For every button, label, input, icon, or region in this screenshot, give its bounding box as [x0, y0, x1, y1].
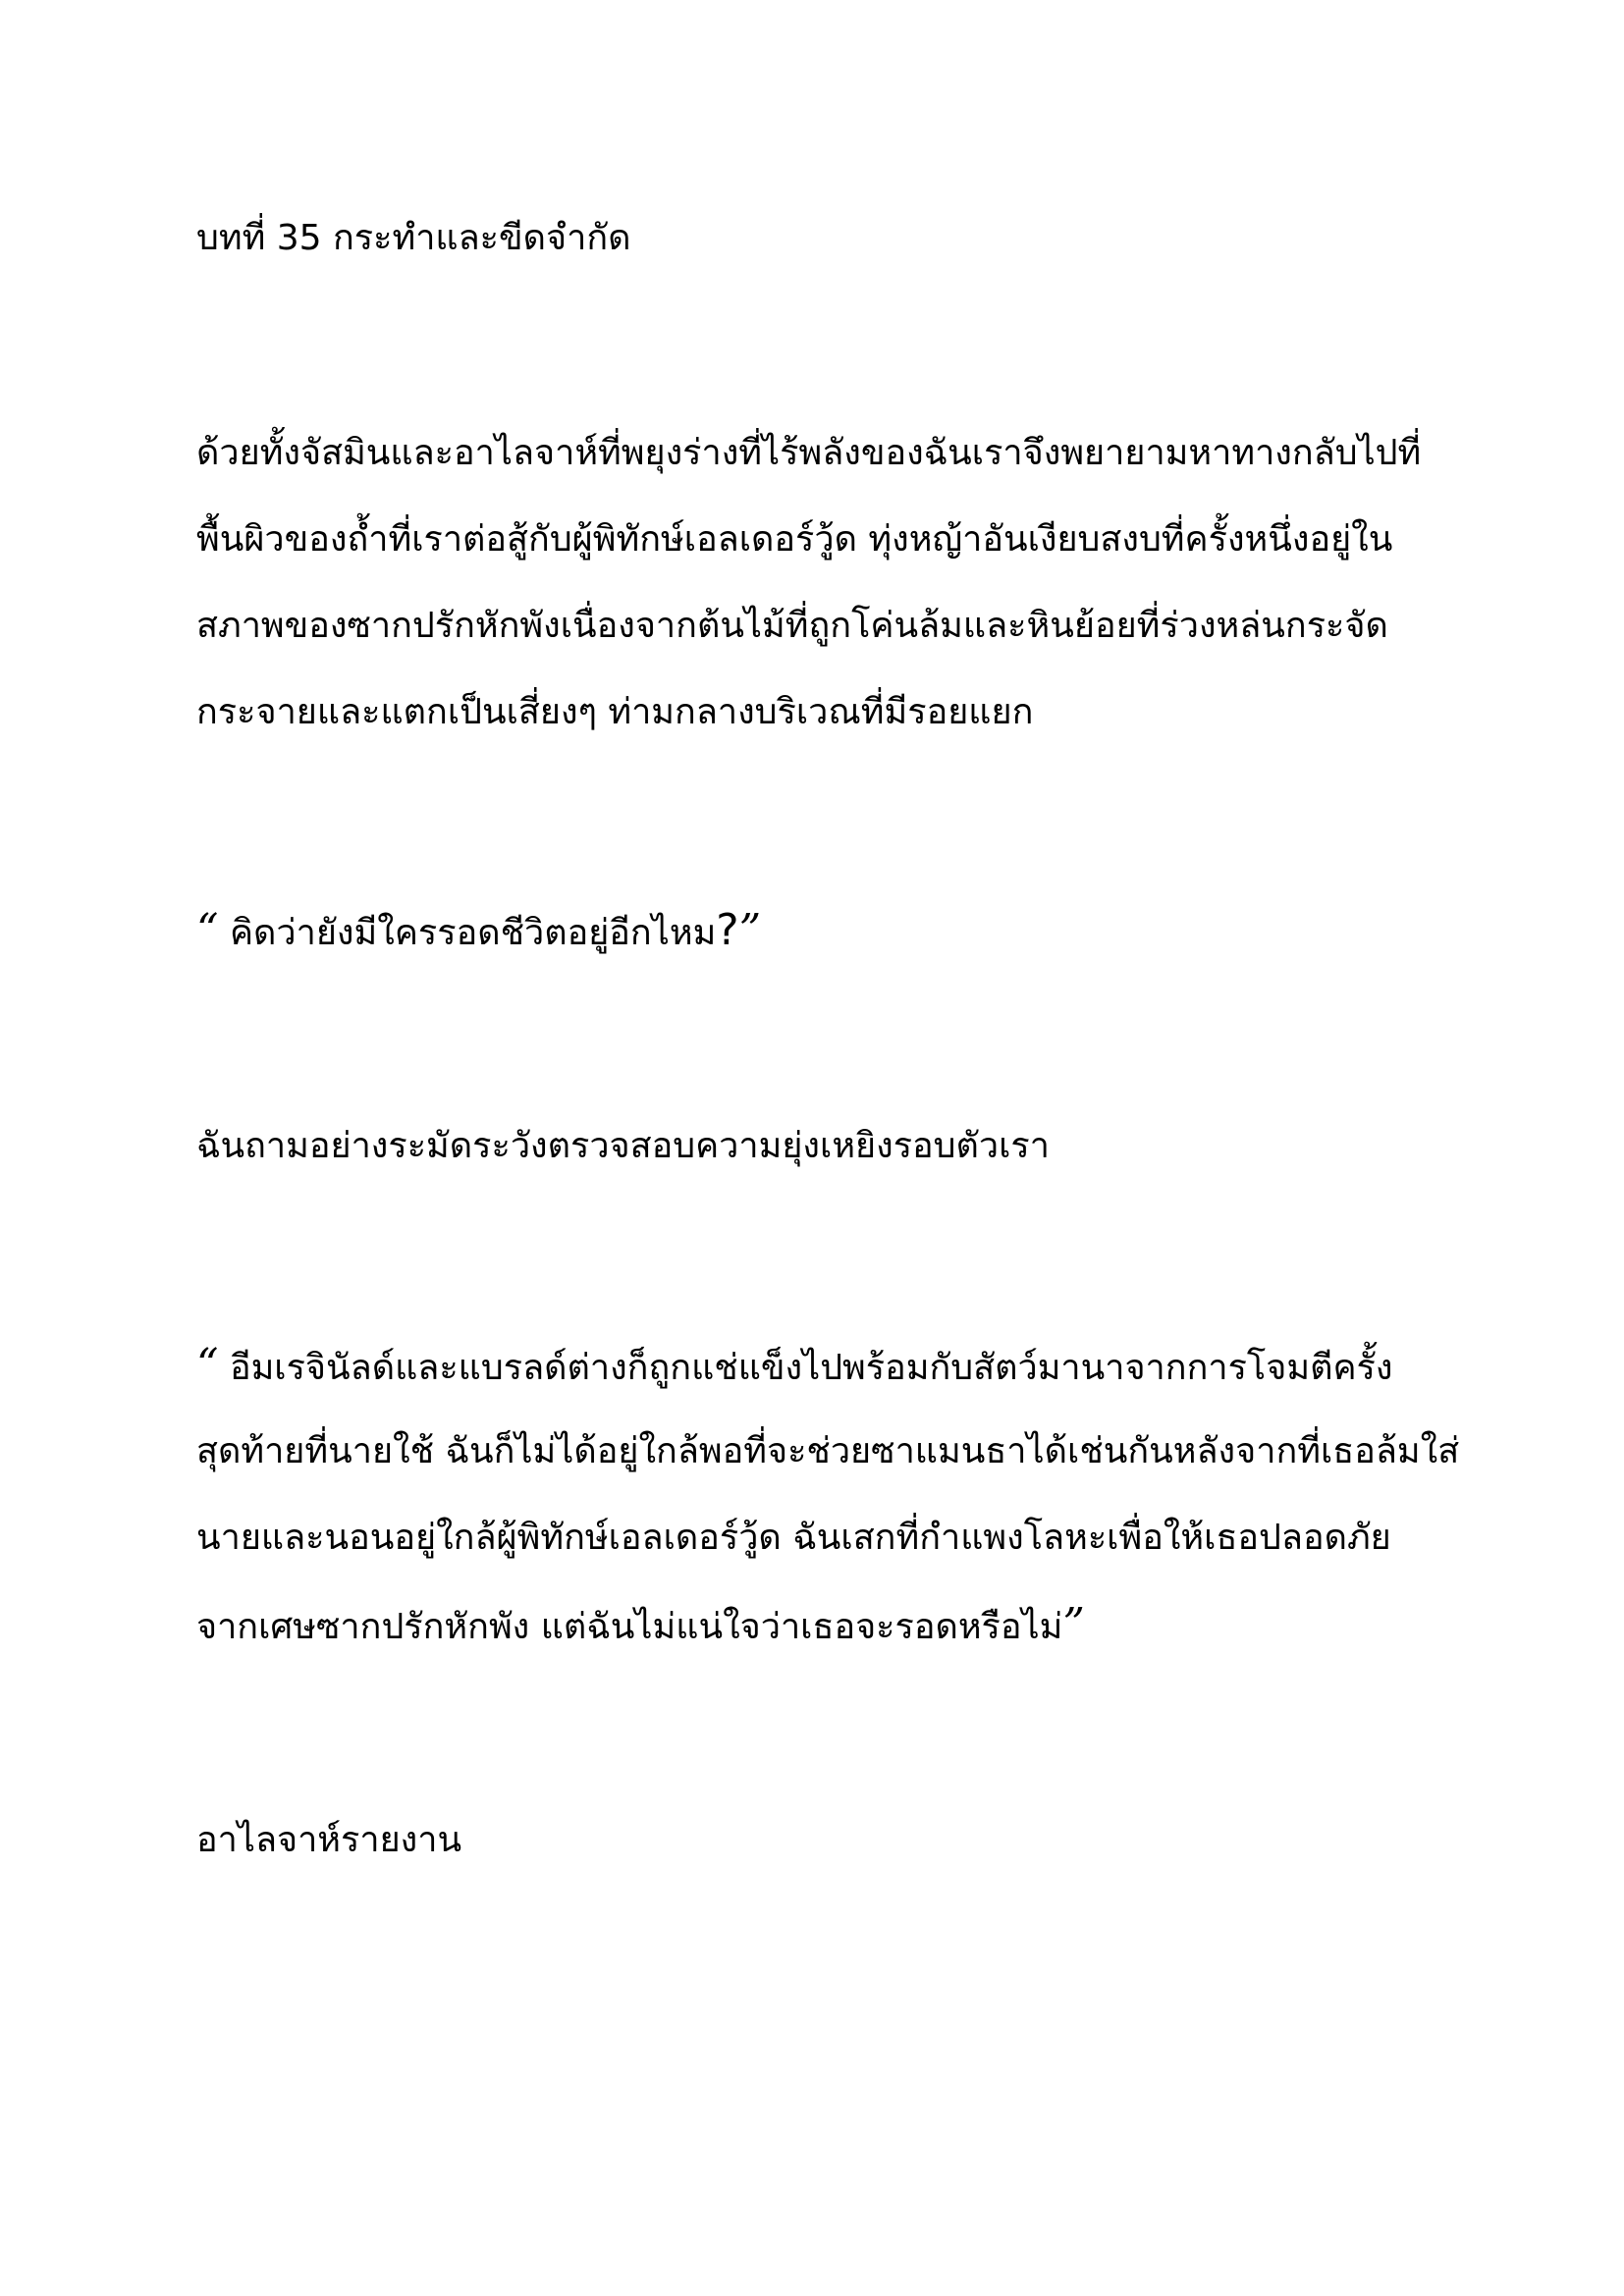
- dialogue-text: จากเศษซากปรักหักพัง แต่ฉันไม่แน่ใจว่าเธอจะรอดหรือไม่: [196, 1607, 1063, 1647]
- narration-line: อาไลจาห์รายงาน: [196, 1820, 462, 1860]
- open-quote: “: [196, 905, 219, 955]
- paragraph-line: ด้วยทั้งจัสมินและอาไลจาห์ที่พยุงร่างที่ไร้พลังของฉันเราจึงพยายามหาทางกลับไปที่: [196, 433, 1422, 473]
- dialogue-text: อีมเรจินัลด์และแบรลด์ต่างก็ถูกแช่แข็งไปพร้อมกับสัตว์มานาจากการโจมตีครั้ง: [218, 1348, 1393, 1388]
- dialogue-line: [196, 1342, 1392, 1392]
- paragraph-line: พื้นผิวของถ้ำที่เราต่อสู้กับผู้พิทักษ์เอลเดอร์วู้ด ทุ่งหญ้าอันเงียบสงบที่ครั้งหนึ่งอยู่ใน: [196, 519, 1393, 560]
- paragraph-line: กระจายและแตกเป็นเสี่ยงๆ ท่ามกลางบริเวณที่มีรอยแยก: [196, 692, 1034, 732]
- dialogue-line: [196, 907, 761, 957]
- dialogue-line: นายและนอนอยู่ใกล้ผู้พิทักษ์เอลเดอร์วู้ด ฉันเสกที่กำแพงโลหะเพื่อให้เธอปลอดภัย: [196, 1518, 1391, 1558]
- open-quote: “: [196, 1340, 219, 1390]
- chapter-title: บทที่ 35 กระทำและขีดจำกัด: [196, 218, 631, 258]
- close-quote: ”: [738, 905, 762, 955]
- question-mark: ?: [716, 905, 739, 955]
- paragraph-line: สภาพของซากปรักหักพังเนื่องจากต้นไม้ที่ถูกโค่นล้มและหินย้อยที่ร่วงหล่นกระจัด: [196, 606, 1388, 646]
- close-quote: ”: [1062, 1599, 1085, 1649]
- narration-line: ฉันถามอย่างระมัดระวังตรวจสอบความยุ่งเหยิงรอบตัวเรา: [196, 1126, 1050, 1166]
- dialogue-text: คิดว่ายังมีใครรอดชีวิตอยู่อีกไหม: [218, 913, 717, 953]
- dialogue-line: [196, 1601, 1085, 1651]
- dialogue-line: สุดท้ายที่นายใช้ ฉันก็ไม่ได้อยู่ใกล้พอที่จะช่วยซาแมนธาได้เช่นกันหลังจากที่เธอล้มใส่: [196, 1431, 1460, 1471]
